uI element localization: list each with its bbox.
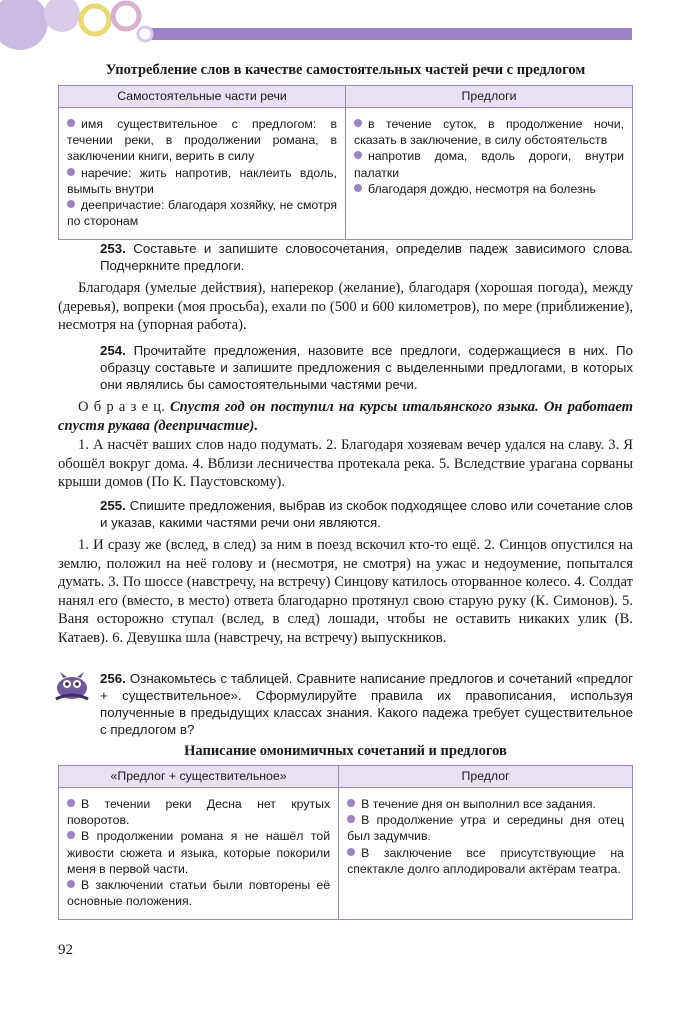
bullet-icon: [67, 880, 75, 888]
task-254-content: 1. А насчёт ваших слов надо подумать. 2. Благодаря хозяевам вечер удался на славу. 3. Я обошёл вокруг дома. 4. Вблизи лесничества протекала река. 5. Вследствие урагана сорваны крыши домов (По К. Паустовскому).: [58, 437, 633, 490]
list-item: имя существительное с предлогом: в течении реки, в продолжении романа, в заключении книги, верить в силу: [67, 117, 337, 164]
list-item: В продолжение утра и середины дня отец был задумчив.: [347, 813, 624, 844]
list-item: В течении реки Десна нет крутых поворотов.: [67, 797, 331, 828]
table1-col1-cell: [59, 108, 346, 240]
list-item: в течение суток, в продолжение ночи, сказать в заключение, в силу обстоятельств: [354, 117, 624, 148]
bullet-icon: [67, 200, 75, 208]
table2-col1-cell: [59, 788, 339, 920]
list-item: наречие: жить напротив, наклеить вдоль, вымыть внутри: [67, 165, 337, 196]
bullet-icon: [354, 184, 362, 192]
owl-icon: [52, 669, 92, 703]
task-253-content: Благодаря (умелые действия), наперекор (желание), благодаря (хорошая погода), между (деревья), вопреки (моя просьба), ехали по (500 и 600 километров), по мере (приближение), несмотря на (упорная работа).: [58, 280, 633, 333]
header-band: [150, 28, 632, 40]
list-item: В заключение все присутствующие на спектакле долго аплодировали актёрам театра.: [347, 845, 624, 876]
table2-col1-header: «Предлог + существительное»: [59, 766, 339, 788]
list-item: напротив дома, вдоль дороги, внутри палатки: [354, 149, 624, 180]
task-253: 253. Составьте и запишите словосочетания, определив падеж зависимого слова. Подчеркните предлоги.: [100, 241, 633, 273]
bullet-icon: [67, 831, 75, 839]
task-254: 254. Прочитайте предложения, назовите все предлоги, содержащиеся в них. По образцу составьте и запишите предложения с выделенными предлогами, в которых они являлись бы самостоятельными частями речи.: [100, 343, 633, 392]
bullet-icon: [67, 799, 75, 807]
list-item: В течение дня он выполнил все задания.: [347, 796, 624, 812]
bullet-icon: [354, 119, 362, 127]
list-item: В продолжении романа я не нашёл той живости сюжета и языка, которые покорили меня в первой части.: [67, 829, 331, 876]
bullet-icon: [347, 815, 355, 823]
bullet-icon: [347, 848, 355, 856]
task-256: 256. Ознакомьтесь с таблицей. Сравните написание предлогов и сочетаний «предлог + существительное». Сформулируйте правила их правописания, используя полученные в предыдущих классах знания. Какого падежа требует существительное с предлогом в?: [100, 671, 633, 737]
table2: [58, 765, 633, 920]
page-number: 92: [58, 942, 73, 958]
list-item: деепричастие: благодаря хозяйку, не смотря по сторонам: [67, 198, 337, 229]
table1: [58, 85, 633, 240]
table1-col2-header: Предлоги: [346, 86, 633, 108]
task-254-sample: О б р а з е ц. Спустя год он поступил на курсы итальянского языка. Он работает спустя рукава (деепричастие).: [58, 399, 633, 434]
table2-col2-cell: [339, 788, 633, 920]
table2-title: Написание омонимичных сочетаний и предлогов: [184, 743, 507, 759]
task-255-content: 1. И сразу же (вслед, в след) за ним в поезд вскочил кто-то ещё. 2. Синцов опустился на землю, положил на неё голову и (несмотря, не смотря) на ужас и недоумение, попытался думать. 3. По шоссе (навстречу, на встречу) Синцову катилось оторванное колесо. 4. Солдат нанял его (вместо, в место) ответа благодарно протянул свою старую руку (К. Симонов). 5. Ваня осторожно ступал (вслед, в след) лошади, чтобы не оставить никаких улик (В. Катаев). 6. Девушка шла (навстречу, на встречу) выпускников.: [58, 537, 633, 646]
circles-decoration-icon: [0, 0, 160, 60]
table2-col2-header: Предлог: [339, 766, 633, 788]
list-item: благодаря дождю, несмотря на болезнь: [354, 181, 624, 197]
bullet-icon: [67, 119, 75, 127]
bullet-icon: [354, 151, 362, 159]
table1-title: Употребление слов в качестве самостоятельных частей речи с предлогом: [105, 62, 586, 78]
bullet-icon: [347, 799, 355, 807]
bullet-icon: [67, 168, 75, 176]
task-255: 255. Спишите предложения, выбрав из скобок подходящее слово или сочетание слов и указав, какими частями речи они являются.: [100, 498, 634, 530]
list-item: В заключении статьи были повторены её основные положения.: [67, 878, 331, 909]
table1-col1-header: Самостоятельные части речи: [59, 86, 346, 108]
table1-col2-cell: [346, 108, 633, 240]
